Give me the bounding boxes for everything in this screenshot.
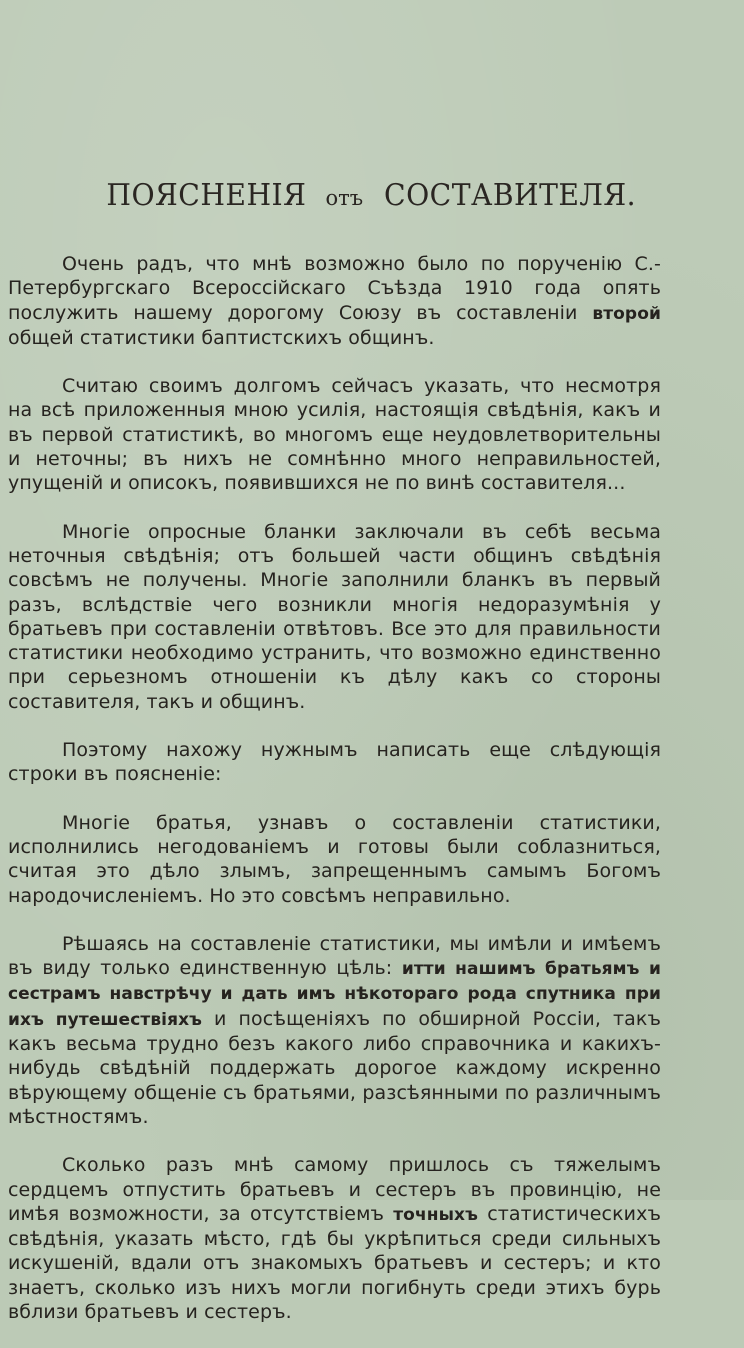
emphasis-purpose: итти нашимъ братьямъ и сестрамъ навстрѣчу и дать имъ нѣкотораго рода спутника при ихъ путешествiяхъ (8, 959, 661, 1030)
show-through-text (150, 60, 670, 86)
paragraph-6: Рѣшаясь на составленiе статистики, мы имѣли и имѣемъ въ виду только единственную цѣль: итти нашимъ братьямъ и сестрамъ навстрѣчу и дать имъ нѣкотораго рода спутника при ихъ путешествiяхъ и посѣщенiяхъ по обширной Россiи, такъ какъ весьма трудно безъ какого либо справочника и какихъ-нибудь свѣдѣнiй поддержать дорогое каждому искренно вѣрующему общенiе съ братьями, разсѣянными по различнымъ мѣстностямъ. (8, 932, 661, 1128)
paragraph-4: Поэтому нахожу нужнымъ написать еще слѣдующiя строки въ поясненiе: (8, 739, 661, 786)
paragraph-2: Считаю своимъ долгомъ сейчасъ указать, что несмотря на всѣ приложенныя мною усилiя, настоящiя свѣдѣнiя, какъ и въ первой статистикѣ, во многомъ еще неудовлетворительны и неточны; въ нихъ не сомнѣнно много неправильностей, упущенiй и описокъ, появившихся не по винѣ составителя... (8, 375, 661, 495)
paragraph-1: Очень радъ, что мнѣ возможно было по порученiю С.-Петербургскаго Всероссiйскаго Съѣзда 1910 года опять послужить нашему дорогому Союзу въ составленiи второй общей статистики баптистскихъ общинъ. (8, 253, 661, 349)
body-text (8, 252, 661, 1348)
title-word-explanations: ПОЯСНЕНIЯ (106, 178, 307, 213)
title-word-compiler: СОСТАВИТЕЛЯ. (384, 178, 637, 213)
page-title (0, 178, 744, 213)
paragraph-3: Многiе опросные бланки заключали въ себѣ весьма неточныя свѣдѣнiя; отъ большей части общинъ свѣдѣнiя совсѣмъ не получены. Многiе заполнили бланкъ въ первый разъ, вслѣдствiе чего возникли многiя недоразумѣнiя у братьевъ при составленiи отвѣтовъ. Все это для правильности статистики необходимо устранить, что возможно единственно при серьезномъ отношенiи къ дѣлу какъ со стороны составителя, такъ и общинъ. (8, 520, 661, 713)
emphasis-exact: точныхъ (393, 1204, 478, 1225)
title-connector: отъ (325, 186, 364, 210)
emphasis-second: второй (592, 303, 661, 324)
paragraph-7: Сколько разъ мнѣ самому пришлось съ тяжелымъ сердцемъ отпустить братьевъ и сестеръ въ провинцiю, не имѣя возможности, за отсутствiемъ точныхъ статистическихъ свѣдѣнiя, указать мѣсто, гдѣ бы укрѣпиться среди сильныхъ искушенiй, вдали отъ знакомыхъ братьевъ и сестеръ; и кто знаетъ, сколько изъ нихъ могли погибнуть среди этихъ бурь вблизи братьевъ и сестеръ. (8, 1154, 661, 1323)
paragraph-5: Многiе братья, узнавъ о составленiи статистики, исполнились негодованiемъ и готовы были соблазниться, считая это дѣло злымъ, запрещеннымъ самымъ Богомъ народочисленiемъ. Но это совсѣмъ неправильно. (8, 811, 661, 907)
